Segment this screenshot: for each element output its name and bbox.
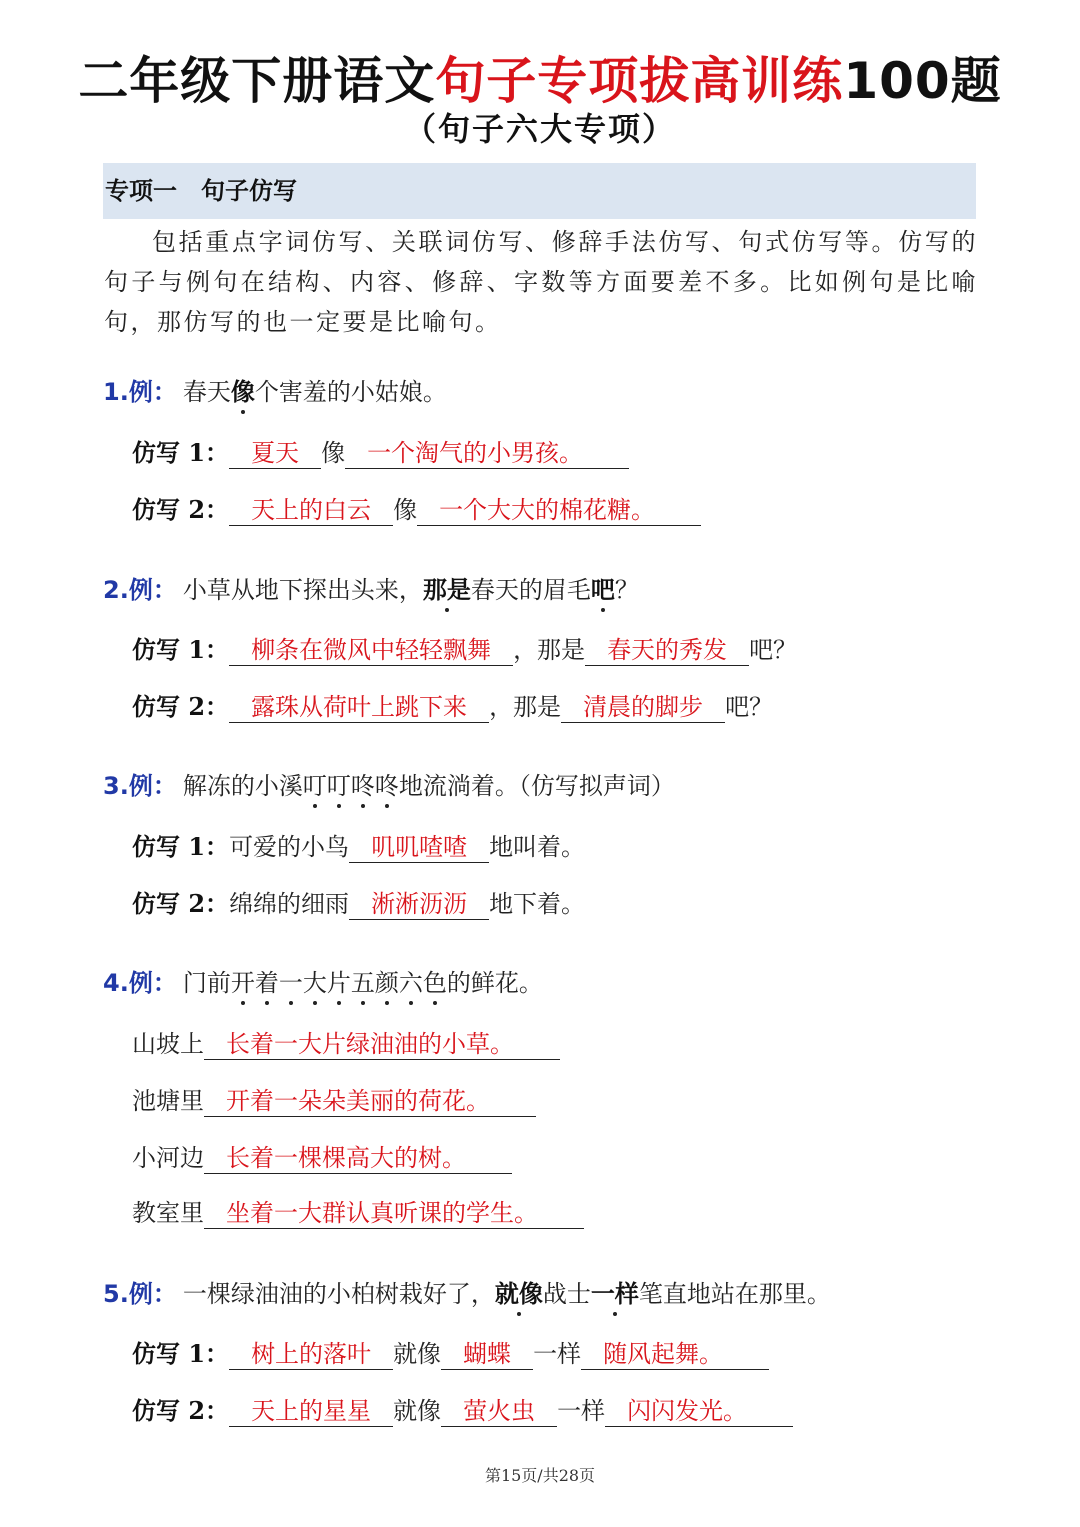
intro-paragraph: 包括重点字词仿写、关联词仿写、修辞手法仿写、句式仿写等。仿写的句子与例句在结构、内容、修辞、字数等方面要差不多。比如例句是比喻句，那仿写的也一定要是比喻句。 xyxy=(104,228,978,336)
answer-4-3: 小河边 长着一棵棵高大的树。 xyxy=(132,1138,512,1174)
question-1: 1.例： 春天像个害羞的小姑娘。 xyxy=(103,377,447,406)
key-word: 那是 xyxy=(422,575,471,604)
page-title: 二年级下册语文句子专项拔高训练100题 xyxy=(78,52,1002,110)
answer-blank: 树上的落叶 xyxy=(229,1339,393,1370)
answer-3-2: 仿写 2：绵绵的细雨 淅淅沥沥 地下着。 xyxy=(132,889,586,918)
question-number: 4.例： xyxy=(103,969,177,997)
answer-blank: 天上的白云 xyxy=(229,495,393,526)
question-number: 2.例： xyxy=(103,576,177,604)
key-word: 像 xyxy=(230,377,255,406)
question-number: 5.例： xyxy=(103,1280,177,1308)
answer-blank: 清晨的脚步 xyxy=(561,692,725,723)
answer-blank: 叽叽喳喳 xyxy=(349,832,489,863)
answer-blank: 长着一大片绿油油的小草。 xyxy=(204,1029,560,1060)
answer-blank: 开着一朵朵美丽的荷花。 xyxy=(204,1086,536,1117)
page-footer: 第15页/共28页 xyxy=(484,1466,596,1485)
answer-blank: 夏天 xyxy=(229,438,321,469)
key-word: 一样 xyxy=(590,1279,639,1308)
answer-blank: 春天的秀发 xyxy=(585,635,749,666)
key-word: 就像 xyxy=(494,1279,543,1308)
question-number: 1.例： xyxy=(103,378,177,406)
answer-2-1: 仿写 1： 柳条在微风中轻轻飘舞 ，那是 春天的秀发 吧？ xyxy=(132,635,798,664)
answer-blank: 一个大大的棉花糖。 xyxy=(417,495,701,526)
answer-blank: 随风起舞。 xyxy=(581,1339,769,1370)
answer-4-1: 山坡上 长着一大片绿油油的小草。 xyxy=(132,1024,560,1060)
answer-blank: 萤火虫 xyxy=(441,1396,557,1427)
answer-blank: 柳条在微风中轻轻飘舞 xyxy=(229,635,513,666)
section-header xyxy=(103,163,976,219)
answer-blank: 淅淅沥沥 xyxy=(349,889,489,920)
question-2: 2.例： 小草从地下探出头来，那是春天的眉毛吧？ xyxy=(103,575,639,604)
answer-5-1: 仿写 1： 树上的落叶 就像 蝴蝶 一样 随风起舞。 xyxy=(132,1334,769,1370)
answer-blank: 蝴蝶 xyxy=(441,1339,533,1370)
answer-1-1: 仿写 1： 夏天 像 一个淘气的小男孩。 xyxy=(132,433,629,469)
answer-blank: 露珠从荷叶上跳下来 xyxy=(229,692,489,723)
question-3: 3.例： 解冻的小溪叮叮咚咚地流淌着。（仿写拟声词） xyxy=(103,772,675,800)
answer-blank: 一个淘气的小男孩。 xyxy=(345,438,629,469)
answer-4-2: 池塘里 开着一朵朵美丽的荷花。 xyxy=(132,1081,536,1117)
answer-1-2: 仿写 2： 天上的白云 像 一个大大的棉花糖。 xyxy=(132,490,701,526)
page-subtitle: （句子六大专项） xyxy=(403,110,676,148)
answer-blank: 闪闪发光。 xyxy=(605,1396,793,1427)
question-number: 3.例： xyxy=(103,772,177,800)
answer-2-2: 仿写 2： 露珠从荷叶上跳下来 ，那是 清晨的脚步 吧？ xyxy=(132,692,774,721)
question-4: 4.例： 门前开着一大片五颜六色的鲜花。 xyxy=(103,969,543,997)
answer-blank: 长着一棵棵高大的树。 xyxy=(204,1143,512,1174)
answer-blank: 坐着一大群认真听课的学生。 xyxy=(204,1198,584,1229)
answer-blank: 天上的星星 xyxy=(229,1396,393,1427)
answer-5-2: 仿写 2： 天上的星星 就像 萤火虫 一样 闪闪发光。 xyxy=(132,1391,793,1427)
question-5: 5.例： 一棵绿油油的小柏树栽好了，就像战士一样笔直地站在那里。 xyxy=(103,1279,831,1308)
section-label: 专项一 句子仿写 xyxy=(105,177,297,205)
answer-3-1: 仿写 1：可爱的小鸟 叽叽喳喳 地叫着。 xyxy=(132,832,586,861)
answer-4-4: 教室里 坐着一大群认真听课的学生。 xyxy=(132,1193,584,1229)
key-word: 吧 xyxy=(590,575,615,604)
